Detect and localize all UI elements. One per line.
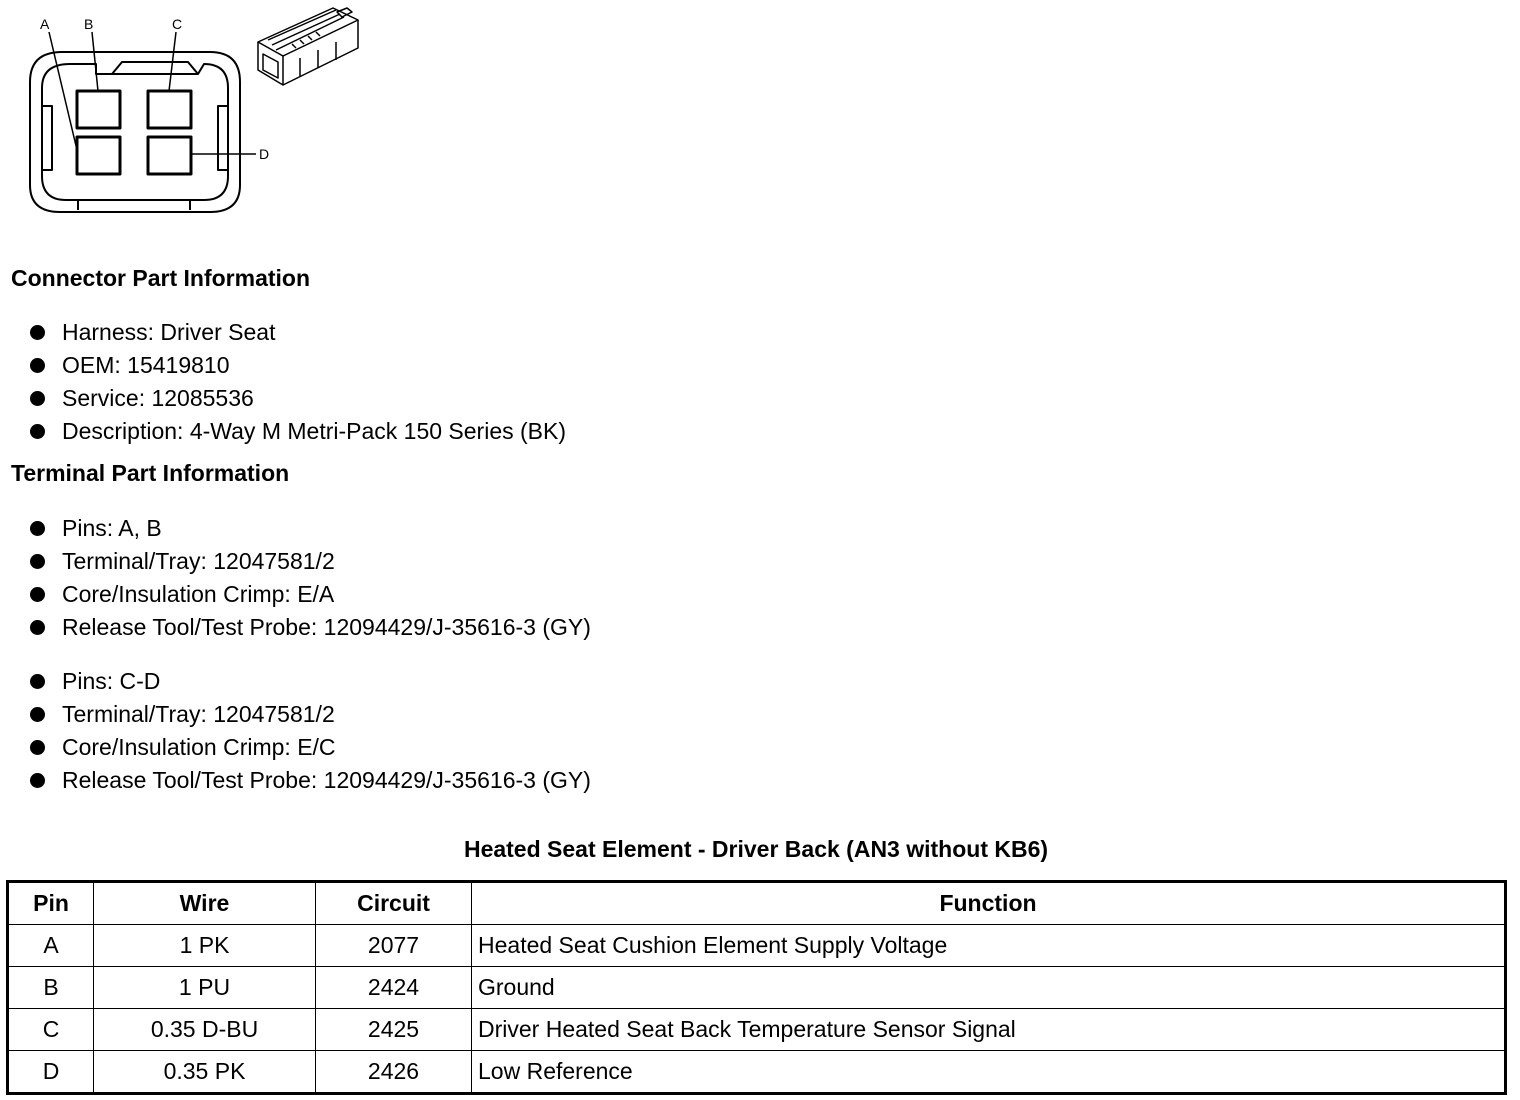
connector-part-list — [28, 316, 566, 448]
terminal-group-1-list — [28, 512, 591, 644]
pin-label-b: B — [84, 16, 94, 32]
terminal-group-2-list — [28, 665, 591, 797]
list-item: Harness: Driver Seat — [28, 316, 566, 349]
table-title: Heated Seat Element - Driver Back (AN3 without KB6) — [463, 836, 1049, 862]
cell-wire: 0.35 PK — [94, 1051, 316, 1094]
connector-outer-shell — [30, 52, 240, 212]
column-header-wire: Wire — [94, 882, 316, 925]
cell-function: Ground — [472, 967, 1506, 1009]
column-header-function: Function — [472, 882, 1506, 925]
cavity-c — [148, 91, 191, 128]
cell-wire: 1 PK — [94, 925, 316, 967]
cell-circuit: 2424 — [316, 967, 472, 1009]
table-row — [8, 1051, 1506, 1094]
list-item: Terminal/Tray: 12047581/2 — [28, 545, 591, 578]
connector-inner-cavity — [42, 62, 228, 200]
cell-function: Low Reference — [472, 1051, 1506, 1094]
list-item: Description: 4-Way M Metri-Pack 150 Series (BK) — [28, 415, 566, 448]
cell-pin: C — [8, 1009, 94, 1051]
table-row — [8, 967, 1506, 1009]
pinout-table — [6, 880, 1507, 1095]
connector-3d-view — [258, 8, 358, 85]
pin-label-d: D — [259, 146, 270, 162]
table-header-row — [8, 882, 1506, 925]
list-item: Terminal/Tray: 12047581/2 — [28, 698, 591, 731]
column-header-circuit: Circuit — [316, 882, 472, 925]
connector-key — [78, 200, 190, 210]
cell-circuit: 2426 — [316, 1051, 472, 1094]
cell-wire: 1 PU — [94, 967, 316, 1009]
terminal-part-heading: Terminal Part Information — [11, 460, 290, 486]
table-row — [8, 925, 1506, 967]
list-item: Pins: C-D — [28, 665, 591, 698]
list-item: Release Tool/Test Probe: 12094429/J-35616-3 (GY) — [28, 764, 591, 797]
cell-function: Driver Heated Seat Back Temperature Sensor Signal — [472, 1009, 1506, 1051]
cell-circuit: 2425 — [316, 1009, 472, 1051]
list-item: Core/Insulation Crimp: E/C — [28, 731, 591, 764]
connector-part-heading: Connector Part Information — [11, 265, 311, 291]
connector-side-rib — [218, 106, 228, 170]
list-item: Pins: A, B — [28, 512, 591, 545]
cavity-a — [77, 137, 120, 174]
list-item: Service: 12085536 — [28, 382, 566, 415]
cell-pin: D — [8, 1051, 94, 1094]
cavity-d — [148, 137, 191, 174]
cell-pin: B — [8, 967, 94, 1009]
cavity-b — [77, 91, 120, 128]
list-item: Release Tool/Test Probe: 12094429/J-35616-3 (GY) — [28, 611, 591, 644]
connector-diagram — [0, 0, 380, 225]
list-item: OEM: 15419810 — [28, 349, 566, 382]
cell-pin: A — [8, 925, 94, 967]
cell-wire: 0.35 D-BU — [94, 1009, 316, 1051]
connector-side-rib — [42, 106, 52, 170]
cell-circuit: 2077 — [316, 925, 472, 967]
column-header-pin: Pin — [8, 882, 94, 925]
pin-label-a: A — [40, 16, 50, 32]
table-row — [8, 1009, 1506, 1051]
cell-function: Heated Seat Cushion Element Supply Voltage — [472, 925, 1506, 967]
leader-line-a — [49, 32, 77, 150]
pin-label-c: C — [172, 16, 183, 32]
list-item: Core/Insulation Crimp: E/A — [28, 578, 591, 611]
leader-line-b — [92, 32, 98, 91]
